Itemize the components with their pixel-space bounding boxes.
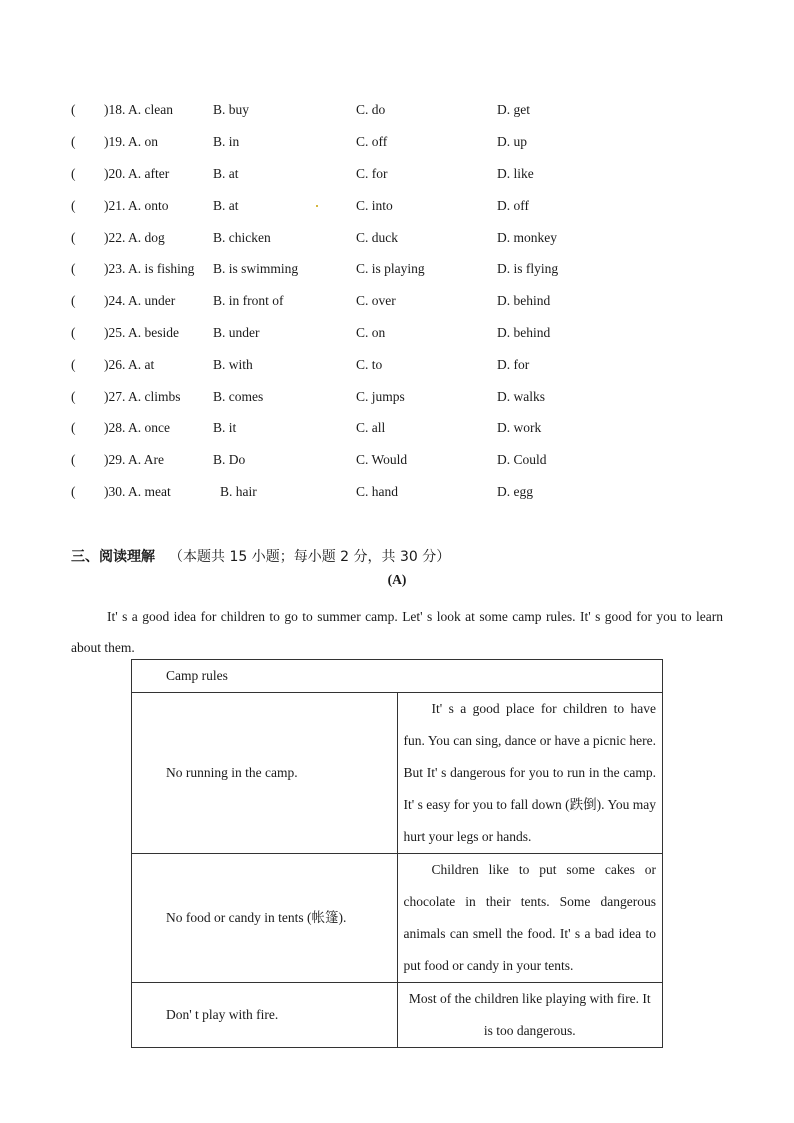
- section-title: 三、阅读理解: [71, 549, 155, 565]
- option-d: D. behind: [497, 293, 551, 308]
- option-c: C. is playing: [356, 261, 425, 276]
- option-d: D. work: [497, 420, 542, 435]
- option-a: A. beside: [128, 325, 179, 340]
- option-d: D. walks: [497, 389, 545, 404]
- option-c: C. for: [356, 166, 388, 181]
- option-b: B. with: [213, 357, 253, 372]
- answer-paren: (: [71, 102, 76, 117]
- answer-paren: (: [71, 134, 76, 149]
- answer-paren: (: [71, 484, 76, 499]
- option-b: B. at: [213, 198, 239, 213]
- option-b: B. under: [213, 325, 260, 340]
- rule-cell: No running in the camp.: [132, 693, 398, 854]
- answer-paren: (: [71, 166, 76, 181]
- option-c: C. jumps: [356, 389, 405, 404]
- option-b: B. buy: [213, 102, 250, 117]
- option-d: D. behind: [497, 325, 551, 340]
- option-a: A. under: [128, 293, 176, 308]
- rule-description: Most of the children like playing with fire. It is too dangerous.: [397, 983, 663, 1048]
- answer-paren: (: [71, 325, 76, 340]
- question-number: )24.: [104, 293, 126, 308]
- option-c: C. Would: [356, 452, 408, 467]
- passage-label: (A): [387, 572, 407, 587]
- option-b: B. hair: [220, 484, 257, 499]
- answer-paren: (: [71, 420, 76, 435]
- option-b: B. at: [213, 166, 239, 181]
- answer-paren: (: [71, 357, 76, 372]
- option-d: D. monkey: [497, 230, 557, 245]
- option-d: D. like: [497, 166, 534, 181]
- option-c: C. hand: [356, 484, 398, 499]
- option-c: C. on: [356, 325, 386, 340]
- answer-paren: (: [71, 261, 76, 276]
- option-a: A. is fishing: [128, 261, 195, 276]
- answer-paren: (: [71, 293, 76, 308]
- option-b: B. it: [213, 420, 237, 435]
- question-number: )27.: [104, 389, 126, 404]
- option-b: B. chicken: [213, 230, 271, 245]
- option-d: D. get: [497, 102, 530, 117]
- question-number: )19.: [104, 134, 126, 149]
- option-a: A. meat: [128, 484, 171, 499]
- question-number: )25.: [104, 325, 126, 340]
- intro-paragraph: It' s a good idea for children to go to summer camp. Let' s look at some camp rules. It' s good for you to learn about them.: [71, 609, 723, 655]
- question-number: )21.: [104, 198, 126, 213]
- table-row: [132, 854, 663, 983]
- option-c: C. to: [356, 357, 383, 372]
- answer-paren: (: [71, 452, 76, 467]
- question-number: )22.: [104, 230, 126, 245]
- option-c: C. do: [356, 102, 386, 117]
- option-a: A. climbs: [128, 389, 181, 404]
- option-b: B. comes: [213, 389, 264, 404]
- question-number: )18.: [104, 102, 126, 117]
- option-d: D. off: [497, 198, 529, 213]
- option-a: A. at: [128, 357, 155, 372]
- option-c: C. off: [356, 134, 388, 149]
- question-number: )26.: [104, 357, 126, 372]
- table-row: [132, 983, 663, 1048]
- option-d: D. for: [497, 357, 530, 372]
- option-a: A. clean: [128, 102, 173, 117]
- question-number: )28.: [104, 420, 126, 435]
- section-note: （本题共 15 小题；每小题 2 分，共 30 分）: [169, 549, 451, 565]
- rule-description: It' s a good place for children to have fun. You can sing, dance or have a picnic here. But It' s dangerous for you to run in the camp. It' s easy for you to fall down (跌倒). You may hurt your legs or hands.: [397, 693, 663, 854]
- option-a: A. Are: [128, 452, 164, 467]
- option-a: A. once: [128, 420, 170, 435]
- table-header: Camp rules: [132, 660, 663, 693]
- rule-cell: No food or candy in tents (帐篷).: [132, 854, 398, 983]
- option-b: B. in: [213, 134, 240, 149]
- option-d: D. up: [497, 134, 527, 149]
- option-b: B. Do: [213, 452, 246, 467]
- option-a: A. dog: [128, 230, 165, 245]
- option-d: D. egg: [497, 484, 533, 499]
- option-c: C. into: [356, 198, 393, 213]
- option-b: B. in front of: [213, 293, 284, 308]
- answer-paren: (: [71, 230, 76, 245]
- question-number: )30.: [104, 484, 126, 499]
- option-a: A. after: [128, 166, 170, 181]
- option-c: C. duck: [356, 230, 398, 245]
- section-heading: [71, 546, 450, 566]
- option-c: C. all: [356, 420, 386, 435]
- question-number: )29.: [104, 452, 126, 467]
- question-number: )20.: [104, 166, 126, 181]
- answer-paren: (: [71, 198, 76, 213]
- option-a: A. onto: [128, 198, 169, 213]
- table-row: [132, 693, 663, 854]
- option-d: D. is flying: [497, 261, 559, 276]
- answer-paren: (: [71, 389, 76, 404]
- rule-cell: Don' t play with fire.: [132, 983, 398, 1048]
- camp-rules-table: [131, 659, 663, 1048]
- option-a: A. on: [128, 134, 158, 149]
- rule-description: Children like to put some cakes or chocolate in their tents. Some dangerous animals can smell the food. It' s a bad idea to put food or candy in your tents.: [397, 854, 663, 983]
- option-d: D. Could: [497, 452, 547, 467]
- stray-mark: [316, 205, 318, 207]
- question-number: )23.: [104, 261, 126, 276]
- option-c: C. over: [356, 293, 396, 308]
- option-b: B. is swimming: [213, 261, 299, 276]
